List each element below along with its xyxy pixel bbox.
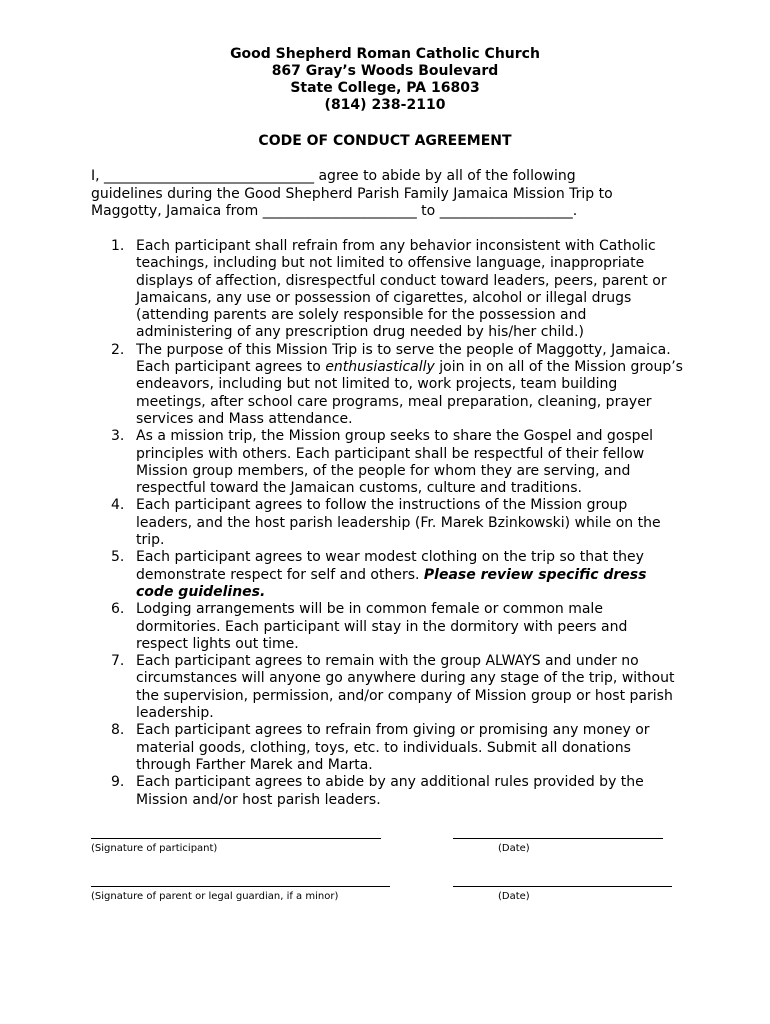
rules-list (91, 238, 691, 809)
rule-line: Jamaicans, any use or possession of cigarettes, alcohol or illegal drugs (136, 289, 632, 306)
rule-line: displays of affection, disrespectful conduct toward leaders, peers, parent or (136, 272, 667, 289)
rule-line: the supervision, permission, and/or company of Mission group or host parish (136, 687, 673, 704)
rule-item (91, 497, 691, 549)
rule-number: 4. (111, 497, 125, 514)
rule-item (91, 601, 691, 653)
guardian-date-line[interactable] (453, 886, 672, 887)
rule-line: material goods, clothing, toys, etc. to individuals. Submit all donations (136, 739, 631, 756)
rule-line: Each participant agrees to follow the instructions of the Mission group (136, 497, 628, 514)
rule-emphasis: Please review specific dress (423, 566, 647, 583)
rule-line: respect lights out time. (136, 635, 299, 652)
document-title: CODE OF CONDUCT AGREEMENT (258, 133, 512, 149)
rule-text: join in on all of the Mission group’s (434, 359, 683, 376)
rule-line: (attending parents are solely responsible for the possession and (136, 307, 587, 324)
participant-signature-label: (Signature of participant) (91, 843, 218, 854)
rule-line: principles with others. Each participant shall be respectful of their fellow (136, 445, 645, 462)
participant-date-line[interactable] (453, 838, 663, 839)
guardian-signature-line[interactable] (91, 886, 390, 887)
rule-number: 6. (111, 601, 125, 618)
org-city-state-zip: State College, PA 16803 (290, 80, 480, 96)
rule-line: Each participant agrees to abide by any additional rules provided by the (136, 774, 644, 791)
rule-line: leadership. (136, 705, 214, 722)
rule-line: respectful toward the Jamaican customs, culture and traditions. (136, 480, 582, 497)
org-street: 867 Gray’s Woods Boulevard (271, 63, 499, 79)
rule-number: 5. (111, 549, 125, 566)
rule-line: Mission group members, of the people for whom they are serving, and (136, 462, 631, 479)
rule-number: 2. (111, 341, 125, 358)
rule-line: Each participant shall refrain from any behavior inconsistent with Catholic (136, 238, 656, 254)
guardian-date-label: (Date) (498, 891, 530, 902)
rule-line (136, 567, 691, 584)
rule-line: through Farther Marek and Marta. (136, 756, 373, 773)
org-phone: (814) 238-2110 (324, 97, 446, 113)
rule-line: Each participant agrees to wear modest clothing on the trip so that they (136, 549, 644, 566)
rule-line (136, 359, 691, 376)
rule-line: teachings, including but not limited to offensive language, inappropriate (136, 255, 645, 272)
rule-line: administering of any prescription drug needed by his/her child.) (136, 324, 584, 341)
rule-line: services and Mass attendance. (136, 410, 353, 427)
org-name: Good Shepherd Roman Catholic Church (230, 46, 540, 62)
rule-line: Each participant agrees to refrain from giving or promising any money or (136, 722, 650, 739)
rule-line: As a mission trip, the Mission group seeks to share the Gospel and gospel (136, 428, 654, 445)
intro-line: Maggotty, Jamaica from ______________________ to ___________________. (91, 203, 578, 219)
rule-line: circumstances will anyone go anywhere during any stage of the trip, without (136, 670, 675, 687)
rule-item (91, 428, 691, 497)
rule-number: 1. (111, 238, 125, 254)
rule-line: The purpose of this Mission Trip is to serve the people of Maggotty, Jamaica. (136, 341, 671, 358)
intro-line: guidelines during the Good Shepherd Parish Family Jamaica Mission Trip to (91, 185, 613, 202)
rule-item (91, 549, 691, 601)
intro-paragraph (91, 168, 691, 221)
rule-line: Mission and/or host parish leaders. (136, 791, 381, 808)
letterhead (0, 46, 770, 114)
rule-line: trip. (136, 532, 165, 549)
rule-number: 3. (111, 428, 125, 445)
participant-signature-line[interactable] (91, 838, 381, 839)
rule-line: Each participant agrees to remain with the group ALWAYS and under no (136, 653, 639, 670)
rule-text: Each participant agrees to (136, 359, 326, 376)
rule-item (91, 774, 691, 809)
rule-item (91, 238, 691, 342)
rule-emphasis: enthusiastically (325, 359, 435, 376)
rule-number: 9. (111, 774, 125, 791)
rule-line: dormitories. Each participant will stay in the dormitory with peers and (136, 618, 628, 635)
rule-line: leaders, and the host parish leadership (Fr. Marek Bzinkowski) while on the (136, 514, 661, 531)
rule-number: 7. (111, 653, 125, 670)
rule-line: endeavors, including but not limited to, work projects, team building (136, 376, 618, 393)
rule-number: 8. (111, 722, 125, 739)
rule-item (91, 653, 691, 722)
rule-emphasis: code guidelines. (136, 583, 266, 600)
intro-line: I, ______________________________ agree to abide by all of the following (91, 168, 576, 184)
guardian-signature-label: (Signature of parent or legal guardian, if a minor) (91, 891, 339, 902)
rule-item (91, 722, 691, 774)
participant-date-label: (Date) (498, 843, 530, 854)
rule-line: meetings, after school care programs, meal preparation, cleaning, prayer (136, 393, 652, 410)
rule-text: demonstrate respect for self and others. (136, 566, 424, 583)
rule-item (91, 342, 691, 428)
rule-line: Lodging arrangements will be in common female or common male (136, 601, 603, 618)
